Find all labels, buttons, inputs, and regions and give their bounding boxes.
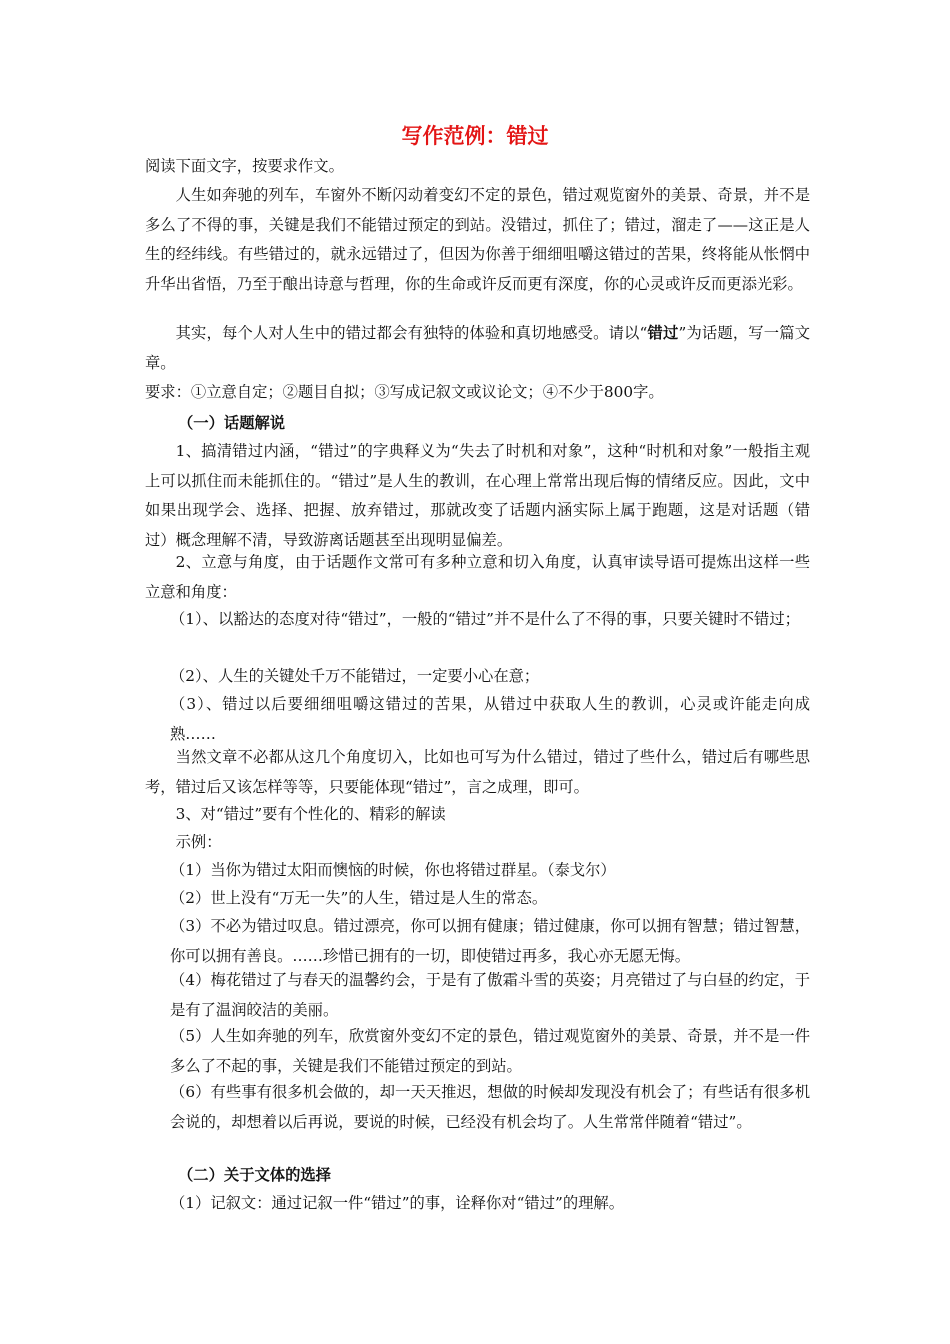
prompt-paragraph [145, 319, 810, 378]
topic-point-2: 2、立意与角度，由于话题作文常可有多种立意和切入角度，认真审读导语可提炼出这样一些立意和角度： [145, 553, 810, 601]
angle-item-1: （1）、以豁达的态度对待“错过”，一般的“错过”并不是什么了不得的事，只要关键时不错过； [170, 610, 800, 628]
passage-paragraph: 人生如奔驰的列车，车窗外不断闪动着变幻不定的景色，错过观览窗外的美景、奇景，并不是多么了不得的事，关键是我们不能错过预定的到站。没错过，抓住了；错过，溜走了——这正是人生的经纬线。有些错过的，就永远错过了，但因为你善于细细咀嚼这错过的苦果，终将能从怅惘中升华出省悟，乃至于酿出诗意与哲理，你的生命或许反而更有深度，你的心灵或许反而更添光彩。 [145, 186, 810, 293]
example-item-4: （4）梅花错过了与春天的温馨约会，于是有了傲霜斗雪的英姿；月亮错过了与白昼的约定，于是有了温润皎洁的美丽。 [170, 971, 810, 1019]
topic-point-3: 3、对“错过”要有个性化的、精彩的解读 [175, 805, 446, 823]
style-item-1: （1）记叙文：通过记叙一件“错过”的事，诠释你对“错过”的理解。 [170, 1194, 625, 1212]
example-item-2: （2）世上没有“万无一失”的人生，错过是人生的常态。 [170, 889, 548, 907]
requirements-line: 要求：①立意自定；②题目自拟；③写成记叙文或议论文；④不少于800字。 [145, 383, 664, 401]
topic-point-1: 1、搞清错过内涵，“错过”的字典释义为“失去了时机和对象”，这种“时机和对象”一般指主观上可以抓住而未能抓住的。“错过”是人生的教训，在心理上常常出现后悔的情绪反应。因此，文中如果出现学会、选择、把握、放弃错过，那就改变了话题内涵实际上属于跑题，这是对话题（错过）概念理解不清，导致游离话题甚至出现明显偏差。 [145, 442, 810, 549]
example-item-5: （5）人生如奔驰的列车，欣赏窗外变幻不定的景色，错过观览窗外的美景、奇景，并不是一件多么了不起的事，关键是我们不能错过预定的到站。 [170, 1027, 810, 1075]
section-heading-style: （二）关于文体的选择 [178, 1166, 331, 1184]
example-label: 示例： [175, 833, 222, 851]
angle-item-3: （3）、错过以后要细细咀嚼这错过的苦果，从错过中获取人生的教训，心灵或许能走向成熟…… [170, 695, 810, 743]
prompt-text-after: ”为话题，写一篇文章。 [145, 324, 810, 372]
section-heading-topic: （一）话题解说 [178, 414, 286, 432]
angle-note: 当然文章不必都从这几个角度切入，比如也可写为什么错过，错过了些什么，错过后有哪些思考，错过后又该怎样等等，只要能体现“错过”，言之成理，即可。 [145, 748, 810, 796]
prompt-topic-bold: 错过 [647, 324, 679, 342]
example-item-3: （3）不必为错过叹息。错过漂亮，你可以拥有健康；错过健康，你可以拥有智慧；错过智慧，你可以拥有善良。……珍惜已拥有的一切，即使错过再多，我心亦无愿无悔。 [170, 917, 810, 965]
page-title: 写作范例：错过 [401, 124, 549, 148]
intro-line: 阅读下面文字，按要求作文。 [145, 157, 344, 175]
example-item-6: （6）有些事有很多机会做的，却一天天推迟，想做的时候却发现没有机会了；有些话有很多机会说的，却想着以后再说，要说的时候，已经没有机会均了。人生常常伴随着“错过”。 [170, 1083, 810, 1131]
example-item-1: （1）当你为错过太阳而懊恼的时候，你也将错过群星。（泰戈尔） [170, 861, 616, 879]
angle-item-2: （2）、人生的关键处千万不能错过，一定要小心在意； [170, 667, 540, 685]
prompt-text-before: 其实，每个人对人生中的错过都会有独特的体验和真切地感受。请以“ [175, 324, 648, 342]
